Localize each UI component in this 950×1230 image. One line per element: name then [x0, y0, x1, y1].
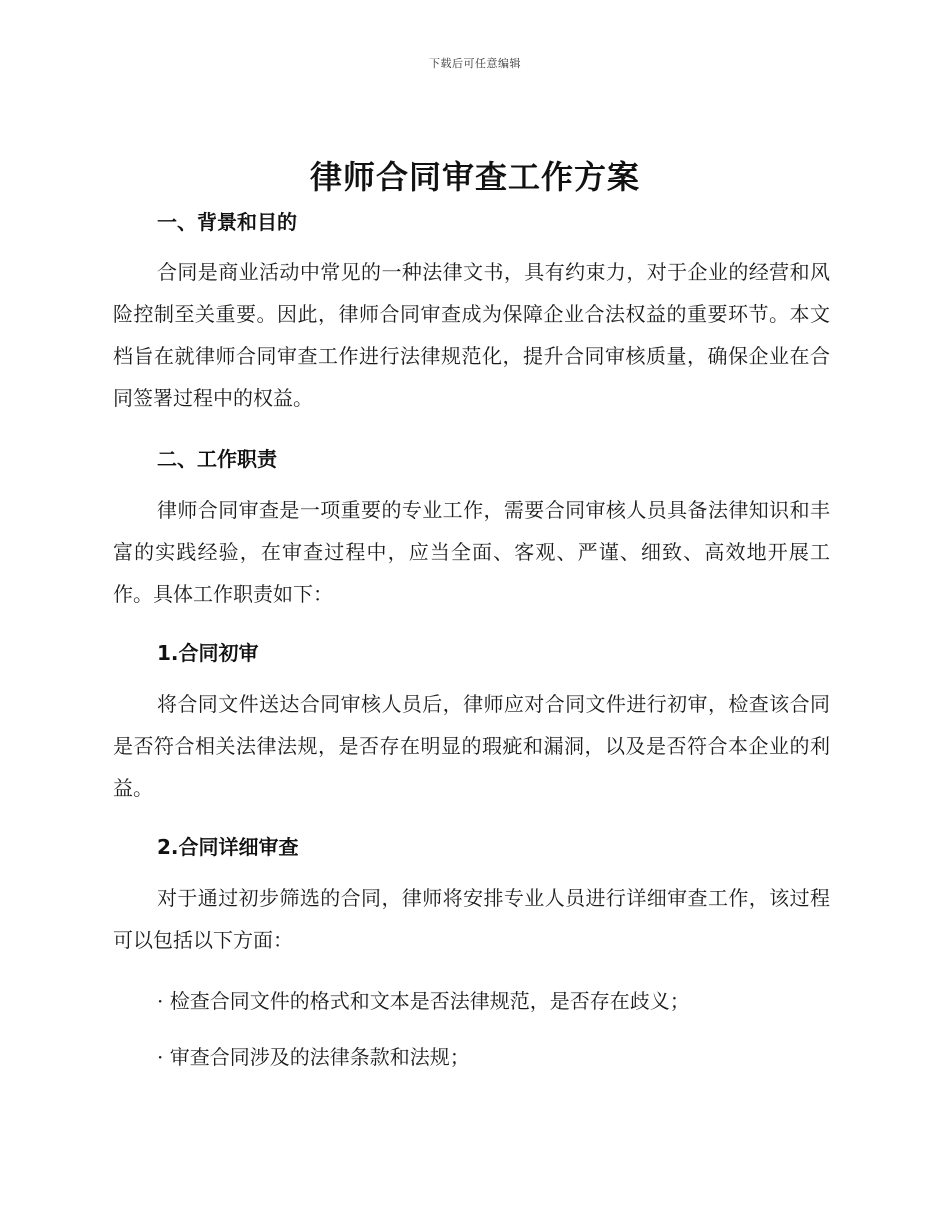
- subsection-heading-detailed-review: 2.合同详细审查: [157, 835, 299, 859]
- paragraph-initial-review: 将合同文件送达合同审核人员后，律师应对合同文件进行初审，检查该合同是否符合相关法律法规，是否存在明显的瑕疵和漏洞，以及是否符合本企业的利益。: [113, 692, 830, 800]
- subsection-heading-initial-review: 1.合同初审: [157, 641, 259, 665]
- paragraph-duties: 律师合同审查是一项重要的专业工作，需要合同审核人员具备法律知识和丰富的实践经验，在审查过程中，应当全面、客观、严谨、细致、高效地开展工作。具体工作职责如下：: [113, 498, 830, 606]
- paragraph-detailed-review: 对于通过初步筛选的合同，律师将安排专业人员进行详细审查工作，该过程可以包括以下方面：: [113, 886, 830, 952]
- paragraph-background: 合同是商业活动中常见的一种法律文书，具有约束力，对于企业的经营和风险控制至关重要。因此，律师合同审查成为保障企业合法权益的重要环节。本文档旨在就律师合同审查工作进行法律规范化，提升合同审核质量，确保企业在合同签署过程中的权益。: [113, 260, 830, 410]
- section-heading-background: 一、背景和目的: [157, 210, 297, 234]
- header-note: 下载后可任意编辑: [429, 57, 521, 70]
- list-item: · 审查合同涉及的法律条款和法规；: [157, 1045, 470, 1069]
- list-item: · 检查合同文件的格式和文本是否法律规范，是否存在歧义；: [157, 989, 690, 1013]
- section-heading-duties: 二、工作职责: [157, 447, 277, 471]
- document-title: 律师合同审查工作方案: [309, 158, 640, 196]
